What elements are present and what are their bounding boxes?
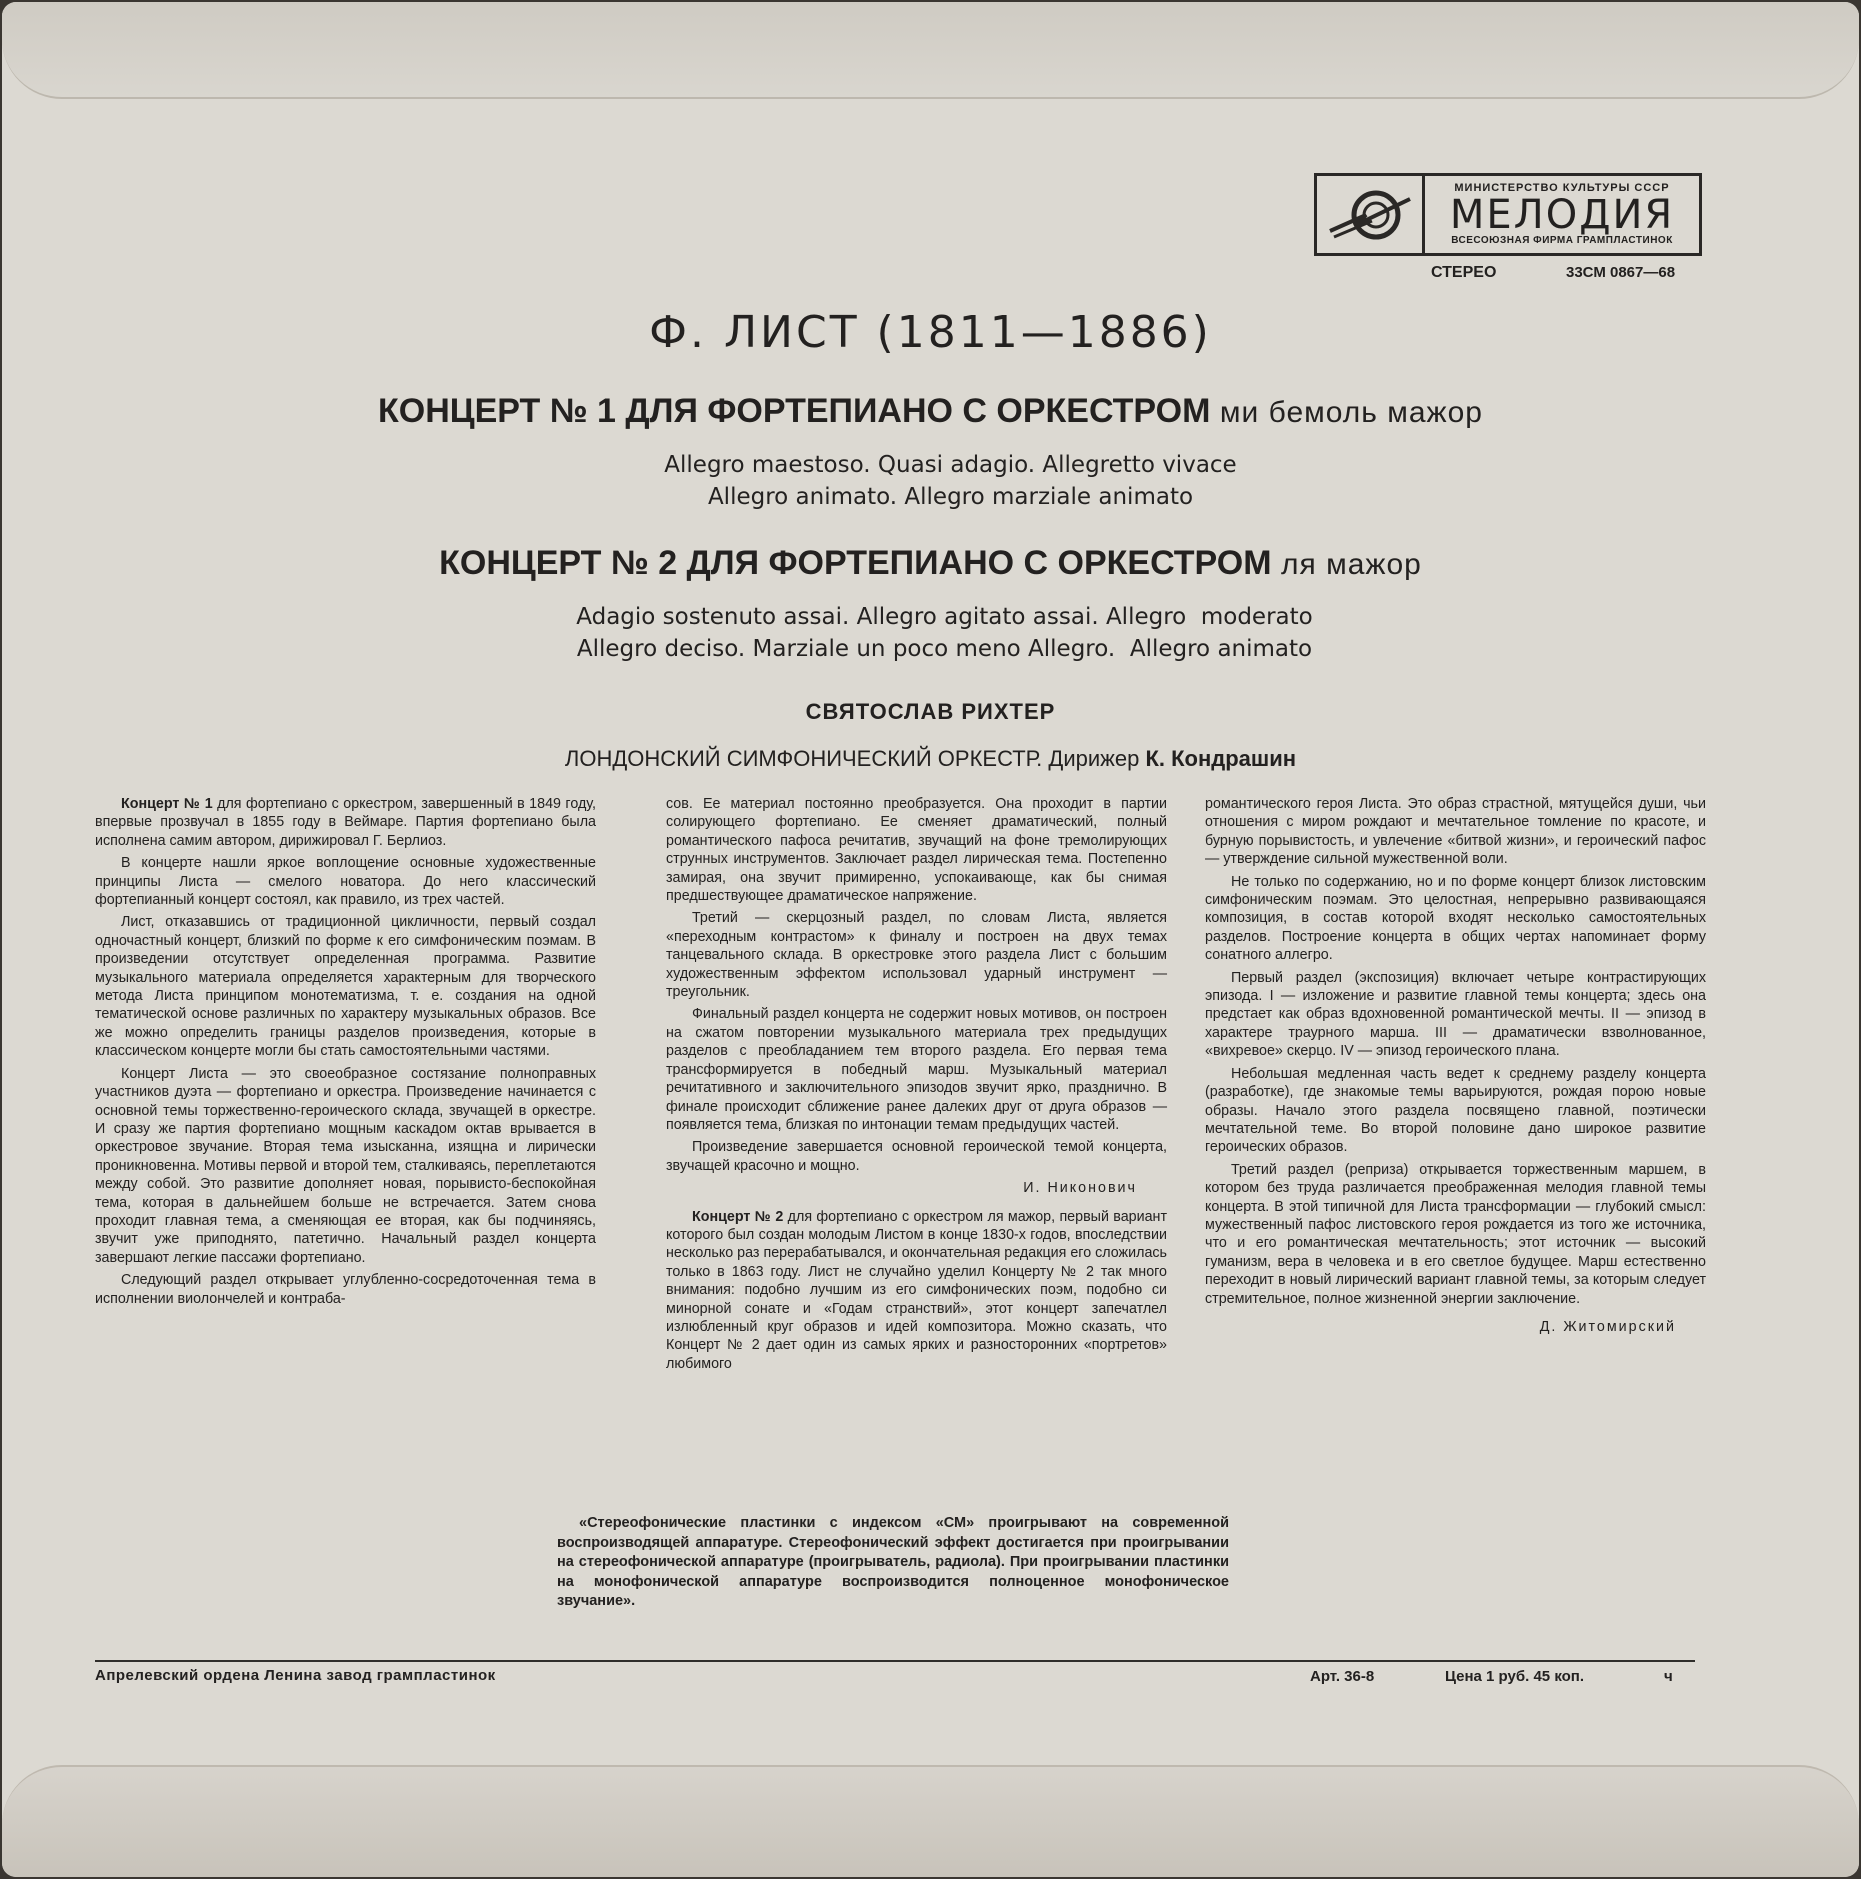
notes-column-3 xyxy=(1205,795,1706,1346)
notes-paragraph: Не только по содержанию, но и по форме концерт близок листовским симфоническим поэмам. Это целостная, непрерывно развивающаяся композиция, в состав которой входят несколько самостоятельных разделов. Построение концерта в общих чертах напоминает форму сонатного аллегро. xyxy=(1205,873,1706,964)
stereo-notice: «Стереофонические пластинки с индексом «СМ» проигрывают на современной воспроизводящей аппаратуре. Стереофонический эффект достигается при проигрывании на стереофонической аппаратуре (проигрыватель, радиола). При проигрывании пластинки на монофонической аппаратуре воспроизводится полноценное монофоническое звучание». xyxy=(557,1515,1229,1609)
notes-paragraph: Лист, отказавшись от традиционной цикличности, первый создал одночастный концерт, близкий по форме к его симфоническим поэмам. В произведении отсутствует определенная программа. Развитие музыкального материала определяется характерным для творческого метода Листа принципом монотематизма, т. е. создания на одной тематической основе различных по характеру музыкальных образов. Все же можно определить границы разделов произведения, которые в классическом концерте могли бы стать самостоятельными частями. xyxy=(95,914,596,1060)
notes-paragraph: сов. Ее материал постоянно преобразуется. Она проходит в партии солирующего фортепиано. Ее сменяет драматический, полный романтического пафоса речитатив, звучащий на фоне тремолирующих струнных инструментов. Заключает раздел лирическая тема. Постепенно замирая, она звучит примиренно, успокаивающе, как бы снимая предшествующее драматическое напряжение. xyxy=(666,796,1167,905)
work-title-1-key: ми бемоль мажор xyxy=(1219,396,1483,429)
notes-paragraph: В концерте нашли яркое воплощение основные художественные принципы Листа — смелого новатора. До него классический фортепианный концерт состоял, как правило, из трех частей. xyxy=(95,855,596,909)
orchestra-name: ЛОНДОНСКИЙ СИМФОНИЧЕСКИЙ ОРКЕСТР. xyxy=(564,746,1043,771)
notes-column-1 xyxy=(95,795,596,1312)
notes-paragraph: Произведение завершается основной героической темой концерта, звучащей красочно и мощно. xyxy=(666,1139,1167,1174)
notes-paragraph: Концерт Листа — это своеобразное состязание полноправных участников дуэта — фортепиано и оркестра. Произведение начинается с основной темы торжественно-героического склада, звучащей в оркестре. И сразу же партия фортепиано мощным каскадом октав врывается в оркестровое звучание. Вторая тема изысканна, изящна и лирически проникновенна. Мотивы первой и второй тем, сталкиваясь, переплетаются между собой. Это развитие дополняет новая, порывисто-беспокойная тема, которая в дальнейшем больше не встречается. Затем снова проходит главная тема, а сменяющая ее вторая, как бы подчиняясь, звучит уже приподнято, патетично. Начальный раздел концерта завершают легкие пассажи фортепиано. xyxy=(95,1065,596,1266)
stereo-label: СТЕРЕО xyxy=(1431,264,1497,281)
work-title-2 xyxy=(2,544,1859,583)
notes-text: для фортепиано с оркестром, завершенный в 1849 году, впервые прозвучал в 1855 году в Веймаре. Партия фортепиано была исполнена самим автором, дирижировал Г. Берлиоз. xyxy=(95,796,596,849)
work-title-2-name: КОНЦЕРТ № 2 ДЛЯ ФОРТЕПИАНО С ОРКЕСТРОМ xyxy=(439,544,1272,582)
logo-firm-text: ВСЕСОЮЗНАЯ ФИРМА ГРАМПЛАСТИНОК xyxy=(1451,235,1673,246)
notes-text: для фортепиано с оркестром ля мажор, первый вариант которого был создан молодым Листом в конце 1830-х годов, впоследствии несколько раз перерабатывался, и окончательная редакция его сложилась только в 1863 году. Лист не случайно уделил Концерту № 2 так много внимания: подобно лучшим из его симфонических поэм, подобно си минорной сонате и «Годам странствий», этот концерт запечатлел излюбленный круг образов и идей композитора. Можно сказать, что Концерт № 2 дает один из самых ярких и разносторонних «портретов» любимого xyxy=(666,1208,1167,1372)
notes-paragraph xyxy=(95,795,596,850)
work-2-movements-line-2: Allegro deciso. Marziale un poco meno Allegro. Allegro animato xyxy=(576,636,1313,662)
logo-brand-text: МЕЛОДИЯ xyxy=(1449,192,1675,238)
sleeve-top-flap xyxy=(2,2,1859,99)
work-1-movements-line-2: Allegro animato. Allegro marziale animato xyxy=(707,484,1194,510)
melodiya-emblem-icon xyxy=(1317,176,1425,253)
work-1-movements xyxy=(2,449,1859,513)
sleeve-bottom-flap xyxy=(2,1765,1859,1877)
work-title-1-name: КОНЦЕРТ № 1 ДЛЯ ФОРТЕПИАНО С ОРКЕСТРОМ xyxy=(378,392,1211,430)
notes-author-signature: Д. Житомирский xyxy=(1539,1318,1676,1335)
work-1-movements-line-1: Allegro maestoso. Quasi adagio. Allegretto vivace xyxy=(664,452,1237,478)
notes-paragraph: Финальный раздел концерта не содержит новых мотивов, он построен на сжатом повторении музыкального материала трех предыдущих разделов с преобладанием тем второго раздела. Его первая тема трансформируется в победный марш. Музыкальный материал речитативного и заключительного эпизодов звучит ярко, празднично. В финале происходит сближение ранее далеких друг от друга образов — появляется тема, близкая по интонации темам предыдущих частей. xyxy=(666,1006,1167,1133)
work-2-movements xyxy=(2,601,1859,665)
conductor-label: Дирижер xyxy=(1048,746,1140,771)
melodiya-logo xyxy=(1314,173,1702,256)
notes-lead: Концерт № 2 xyxy=(692,1208,784,1225)
footer-divider xyxy=(95,1660,1695,1662)
notes-paragraph: Первый раздел (экспозиция) включает четыре контрастирующих эпизода. I — изложение и развитие главной темы концерта; здесь она предстает как образ вдохновенной романтической мечты. II — эпизод в характере траурного марша. III — драматически взволнованное, «вихревое» скерцо. IV — эпизод героического плана. xyxy=(1205,969,1706,1060)
conductor-name: К. Кондрашин xyxy=(1145,746,1297,771)
work-title-1 xyxy=(2,392,1859,431)
print-mark: ч xyxy=(1664,1668,1673,1685)
work-2-movements-line-1: Adagio sostenuto assai. Allegro agitato assai. Allegro moderato xyxy=(576,604,1313,630)
notes-author-signature: И. Никонович xyxy=(1023,1180,1137,1197)
notes-lead: Концерт № 1 xyxy=(121,796,213,812)
logo-ministry-text: МИНИСТЕРСТВО КУЛЬТУРЫ СССР xyxy=(1454,182,1670,194)
orchestra-credit xyxy=(2,746,1859,772)
notes-paragraph: Небольшая медленная часть ведет к среднему разделу концерта (разработке), где знакомые темы варьируются, рождая порою новые образы. Начало этого раздела посвящено главной, поэтически мечтательной теме. Во второй половине дано широкое развитие героических образов. xyxy=(1205,1065,1706,1156)
notes-paragraph xyxy=(666,1208,1167,1374)
price-label: Цена 1 руб. 45 коп. xyxy=(1445,1668,1585,1685)
catalog-number: 33СМ 0867—68 xyxy=(1566,264,1676,281)
soloist-name: СВЯТОСЛАВ РИХТЕР xyxy=(805,699,1056,724)
composer-heading: Ф. ЛИСТ (1811—1886) xyxy=(649,307,1212,358)
notes-paragraph: Третий раздел (реприза) открывается торжественным маршем, в котором без труда различается преображенная мелодия главной темы концерта. В этой типичной для Листа трансформации — глубокий смысл: мужественный пафос листовского героя рождается из того же источника, что и его романтическая мечтательность; этот источник — высокий гуманизм, вера в человека и в его светлое будущее. Марш естественно переходит в новый лирический вариант главной темы, за которым следует стремительное, полное жизненной энергии заключение. xyxy=(1205,1161,1706,1307)
notes-paragraph: романтического героя Листа. Это образ страстной, мятущейся души, чьи отношения с миром рождают и мечтательное томление по красоте, и бурную порывистость, и увлечение «битвой жизни», и героический пафос — утверждение сильной мужественной воли. xyxy=(1205,796,1706,868)
notes-paragraph: Третий — скерцозный раздел, по словам Листа, является «переходным контрастом» к финалу и построен на двух темах танцевального склада. В оркестровке этого раздела Лист с большим художественным эффектом использовал ударный инструмент — треугольник. xyxy=(666,910,1167,1001)
article-number: Арт. 36-8 xyxy=(1310,1668,1375,1685)
work-title-2-key: ля мажор xyxy=(1281,548,1422,581)
factory-credit: Апрелевский ордена Ленина завод грампластинок xyxy=(95,1667,496,1684)
notes-column-2 xyxy=(666,795,1167,1377)
record-sleeve-back xyxy=(2,2,1859,1877)
notes-paragraph: Следующий раздел открывает углубленно-сосредоточенная тема в исполнении виолончелей и контраба- xyxy=(95,1272,596,1307)
